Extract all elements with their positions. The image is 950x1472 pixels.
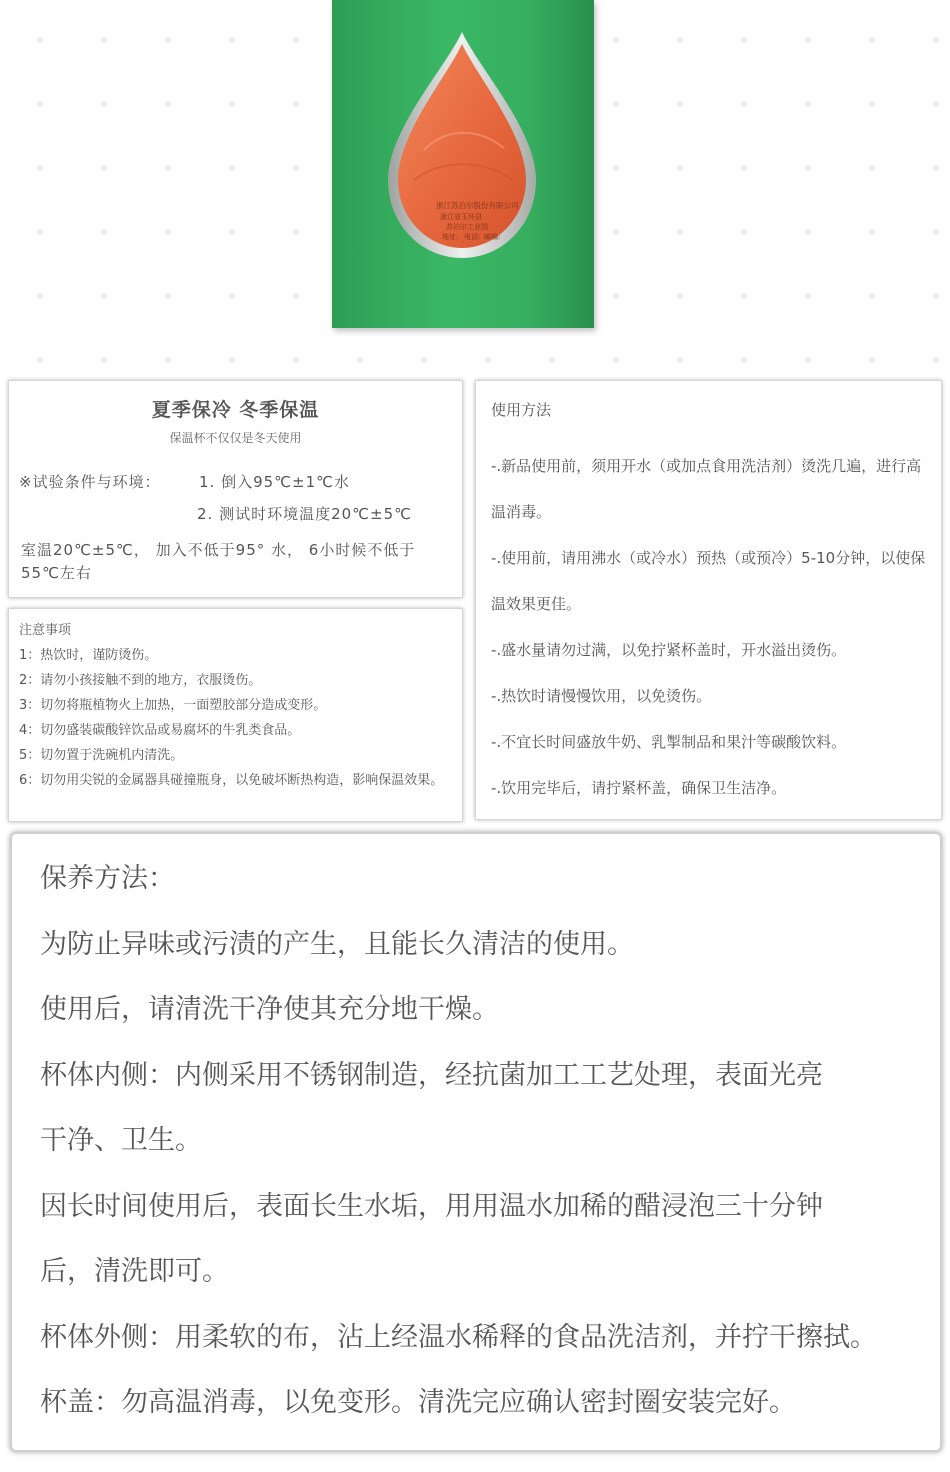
panel-title: 夏季保冷 冬季保温 xyxy=(151,399,320,421)
test-result-summary: 室温20℃±5℃， 加入不低于95° 水， 6小时候不低于55℃左右 xyxy=(21,541,416,582)
list-item: -.盛水量请勿过满，以免拧紧杯盖时，开水溢出烫伤。 xyxy=(491,641,847,659)
list-item: 1：热饮时，谨防烫伤。 xyxy=(19,648,158,663)
box-label-line: 地址: xyxy=(442,233,459,241)
list-item: 2：请勿小孩接触不到的地方，衣服烫伤。 xyxy=(19,673,262,688)
list-item: 使用后，请清洗干净使其充分地干燥。 xyxy=(40,994,499,1025)
notes-heading: 注意事项 xyxy=(19,623,72,638)
test-condition-1: 1. 倒入95℃±1℃水 xyxy=(199,473,350,491)
list-item: -.使用前，请用沸水（或冷水）预热（或预冷）5-10分钟，以使保温效果更佳。 xyxy=(491,549,926,613)
care-panel xyxy=(10,832,942,1452)
list-item: 杯体内侧：内侧采用不锈钢制造，经抗菌加工工艺处理，表面光亮 xyxy=(40,1059,823,1091)
box-label-line: 浙江苏泊尔股份有限公司 xyxy=(436,201,519,210)
list-item: -.不宜长时间盛放牛奶、乳掣制品和果汁等碳酸饮料。 xyxy=(491,733,847,751)
box-label-line: 苏泊尔工业园 xyxy=(446,223,488,231)
usage-list xyxy=(491,443,931,811)
usage-heading: 使用方法 xyxy=(491,401,552,419)
product-box-image xyxy=(332,0,594,328)
panel-subtitle: 保温杯不仅仅是冬天使用 xyxy=(169,431,302,445)
list-item: -.新品使用前，须用开水（或加点食用洗洁剂）烫洗几遍，进行高温消毒。 xyxy=(491,457,922,521)
notes-list xyxy=(19,643,459,793)
list-item: 杯盖：勿高温消毒，以免变形。清洗完应确认密封圈安装完好。 xyxy=(40,1387,796,1418)
box-label-line: 邮编: xyxy=(484,233,501,241)
list-item: -.热饮时请慢慢饮用，以免烫伤。 xyxy=(491,687,712,705)
list-item: 6：切勿用尖锐的金属器具碰撞瓶身，以免破坏断热构造，影响保温效果。 xyxy=(19,773,444,788)
box-label-line: 浙江省玉环县 xyxy=(440,213,482,221)
notes-panel xyxy=(8,608,463,822)
care-list xyxy=(40,846,940,1436)
list-item: 3：切勿将瓶植物火上加热，一面塑胶部分造成变形。 xyxy=(19,698,327,713)
usage-panel xyxy=(475,380,942,820)
care-heading: 保养方法： xyxy=(40,863,175,894)
list-item: 后，清洗即可。 xyxy=(40,1256,229,1287)
temperature-info-panel xyxy=(8,380,463,598)
test-condition-label: ※试验条件与环境： xyxy=(19,473,161,491)
list-item: 4：切勿盛装碳酸锌饮品或易腐坏的牛乳类食品。 xyxy=(19,723,301,738)
list-item: 为防止异味或污渍的产生，且能长久清洁的使用。 xyxy=(40,928,634,960)
list-item: -.饮用完毕后，请拧紧杯盖，确保卫生洁净。 xyxy=(491,779,787,797)
box-label-line: 电话: xyxy=(464,233,481,241)
test-condition-2: 2. 测试时环境温度20℃±5℃ xyxy=(197,505,412,523)
list-item: 5：切勿置于洗碗机内清洗。 xyxy=(19,748,184,763)
list-item: 因长时间使用后，表面长生水垢，用用温水加稀的醋浸泡三十分钟 xyxy=(40,1190,823,1222)
list-item: 干净、卫生。 xyxy=(40,1125,202,1156)
list-item: 杯体外侧：用柔软的布，沾上经温水稀释的食品洗洁剂，并拧干擦拭。 xyxy=(40,1321,877,1353)
